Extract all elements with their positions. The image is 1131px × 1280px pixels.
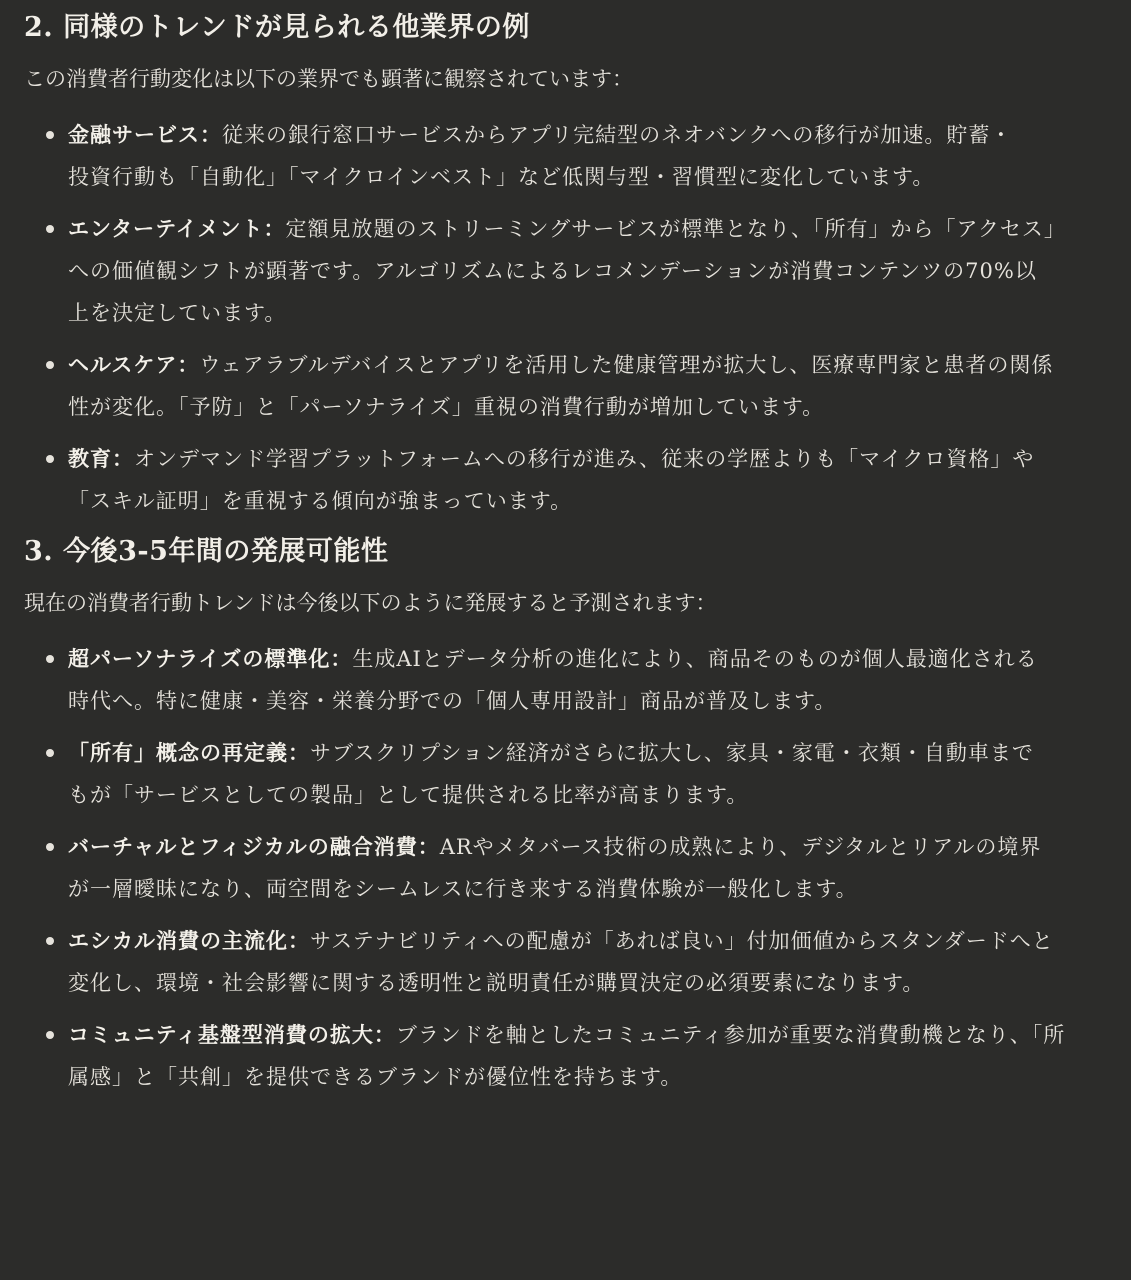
item-description: サステナビリティへの配慮が「あれば良い」付加価値からスタンダードへと変化し、環境・社会影響に関する透明性と説明責任が購買決定の必須要素になります。 bbox=[68, 929, 1054, 995]
item-description: 定額見放題のストリーミングサービスが標準となり、「所有」から「アクセス」への価値観シフトが顕著です。アルゴリズムによるレコメンデーションが消費コンテンツの70%以上を決定しています。 bbox=[68, 217, 1056, 325]
item-term: 教育 bbox=[68, 446, 112, 471]
item-description: ウェアラブルデバイスとアプリを活用した健康管理が拡大し、医療専門家と患者の関係性が変化。「予防」と「パーソナライズ」重視の消費行動が増加しています。 bbox=[68, 353, 1054, 419]
item-description: 従来の銀行窓口サービスからアプリ完結型のネオバンクへの移行が加速。貯蓄・投資行動も「自動化」「マイクロインベスト」など低関与型・習慣型に変化しています。 bbox=[68, 123, 1013, 189]
bullet-icon bbox=[46, 361, 54, 369]
item-term: 「所有」概念の再定義 bbox=[68, 740, 288, 765]
bullet-icon bbox=[46, 749, 54, 757]
item-term: ヘルスケア bbox=[68, 352, 178, 377]
item-term: 金融サービス bbox=[68, 122, 200, 147]
item-term: 超パーソナライズの標準化 bbox=[68, 646, 331, 671]
list-item bbox=[24, 638, 1038, 722]
bullet-icon bbox=[46, 843, 54, 851]
item-description: サブスクリプション経済がさらに拡大し、家具・家電・衣類・自動車までもが「サービスとしての製品」として提供される比率が高まります。 bbox=[68, 741, 1034, 807]
item-separator: ： bbox=[288, 928, 310, 953]
item-description: オンデマンド学習プラットフォームへの移行が進み、従来の学歴よりも「マイクロ資格」や「スキル証明」を重視する傾向が強まっています。 bbox=[68, 447, 1035, 513]
list-item bbox=[24, 344, 1068, 428]
industry-list bbox=[24, 114, 1107, 522]
bullet-icon bbox=[46, 455, 54, 463]
item-description: ARやメタバース技術の成熟により、デジタルとリアルの境界が一層曖昧になり、両空間をシームレスに行き来する消費体験が一般化します。 bbox=[68, 835, 1042, 901]
item-term: コミュニティ基盤型消費の拡大 bbox=[68, 1022, 374, 1047]
section-intro-industries: この消費者行動変化は以下の業界でも顕著に観察されています： bbox=[24, 67, 633, 91]
bullet-icon bbox=[46, 655, 54, 663]
item-term: エンターテイメント bbox=[68, 216, 264, 241]
list-item bbox=[24, 114, 1028, 198]
list-item bbox=[24, 1014, 1068, 1098]
item-separator: ： bbox=[112, 446, 134, 471]
list-item bbox=[24, 438, 1068, 522]
list-item bbox=[24, 920, 1068, 1004]
item-description: 生成AIとデータ分析の進化により、商品そのものが個人最適化される時代へ。特に健康・美容・栄養分野での「個人専用設計」商品が普及します。 bbox=[68, 647, 1038, 713]
item-description: ブランドを軸としたコミュニティ参加が重要な消費動機となり、「所属感」と「共創」を提供できるブランドが優位性を持ちます。 bbox=[68, 1023, 1066, 1089]
bullet-icon bbox=[46, 225, 54, 233]
item-separator: ： bbox=[417, 834, 440, 859]
item-separator: ： bbox=[200, 122, 222, 147]
bullet-icon bbox=[46, 131, 54, 139]
bullet-icon bbox=[46, 937, 54, 945]
item-term: エシカル消費の主流化 bbox=[68, 928, 288, 953]
item-separator: ： bbox=[177, 352, 200, 377]
list-item bbox=[24, 732, 1038, 816]
item-term: バーチャルとフィジカルの融合消費 bbox=[68, 834, 418, 859]
list-item bbox=[24, 826, 1048, 910]
item-separator: ： bbox=[330, 646, 353, 671]
outlook-list bbox=[24, 638, 1107, 1098]
item-separator: ： bbox=[288, 740, 310, 765]
section-heading-industries: 2. 同様のトレンドが見られる他業界の例 bbox=[24, 12, 530, 43]
section-heading-outlook: 3. 今後3-5年間の発展可能性 bbox=[24, 536, 389, 567]
section-intro-outlook: 現在の消費者行動トレンドは今後以下のように発展すると予測されます： bbox=[24, 591, 717, 615]
list-item bbox=[24, 208, 1058, 334]
item-separator: ： bbox=[263, 216, 286, 241]
bullet-icon bbox=[46, 1031, 54, 1039]
item-separator: ： bbox=[373, 1022, 396, 1047]
